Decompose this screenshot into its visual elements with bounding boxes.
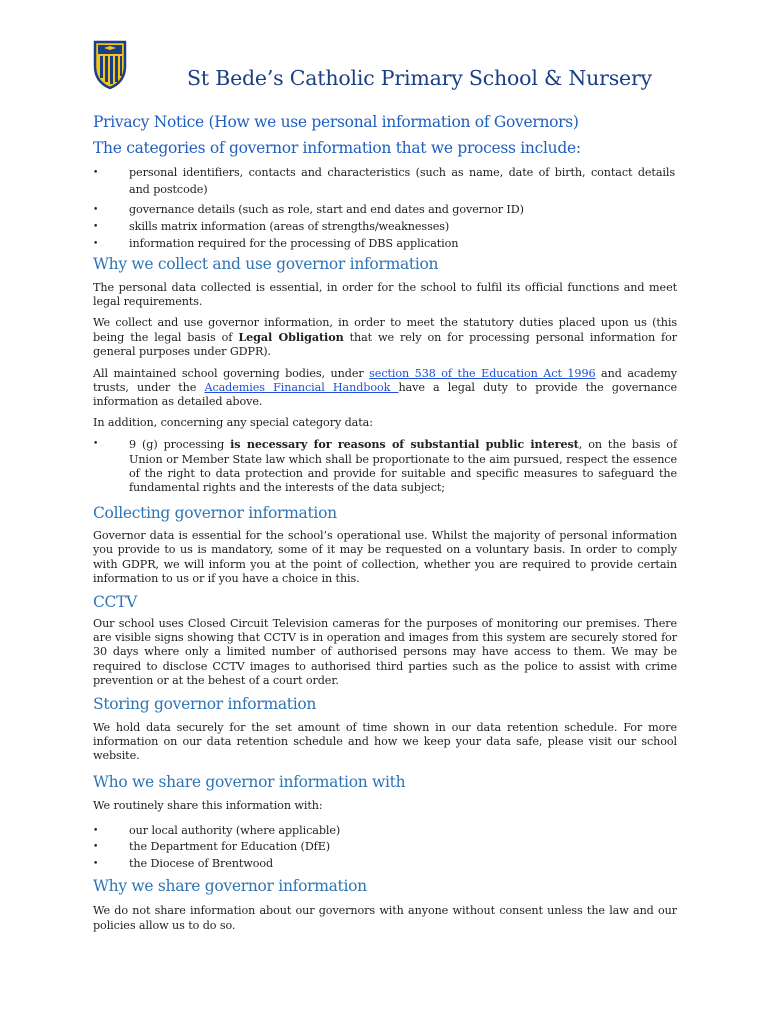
bullet-icon: •: [93, 842, 99, 853]
education-act-link[interactable]: section 538 of the Education Act 1996: [369, 366, 596, 380]
special-category-list: [93, 437, 677, 495]
why-collect-p3: All maintained school governing bodies, under section 538 of the Education Act 1996 and academy trusts, under the Academies Financial Handbook have a legal duty to provide the governance information as detailed above.: [93, 366, 677, 409]
storing-p1: We hold data securely for the set amount of time shown in our data retention schedule. For more information on our data retention schedule and how we keep your data safe, please visit our school website.: [93, 721, 677, 763]
bullet-icon: •: [93, 168, 99, 178]
share-with-heading: Who we share governor information with: [93, 772, 406, 791]
academies-handbook-link[interactable]: Academies Financial Handbook: [204, 380, 399, 394]
storing-heading: Storing governor information: [93, 695, 317, 714]
why-collect-p1: The personal data collected is essential, in order for the school to fulfil its official functions and meet legal requirements.: [93, 280, 677, 308]
share-with-list: [93, 823, 677, 873]
why-share-p1: We do not share information about our governors with anyone without consent unless the law and our policies allow us to do so.: [93, 904, 677, 932]
cctv-heading: CCTV: [93, 593, 138, 612]
list-item: • personal identifiers, contacts and characteristics (such as name, date of birth, contact details and postcode): [93, 166, 675, 196]
list-item: • 9 (g) processing is necessary for reasons of substantial public interest, on the basis of Union or Member State law which shall be proportionate to the aim pursued, respect the essence of the right to data protection and provide for suitable and specific measures to safeguard the fundamental rights and the interests of the data subject;: [93, 437, 677, 495]
categories-list: [93, 165, 677, 252]
list-item: • the Department for Education (DfE): [93, 839, 677, 856]
bullet-icon: •: [93, 825, 99, 836]
page-title: Privacy Notice (How we use personal information of Governors): [93, 113, 579, 131]
list-item: • skills matrix information (areas of strengths/weaknesses): [93, 220, 450, 234]
cctv-p1: Our school uses Closed Circuit Television cameras for the purposes of monitoring our premises. There are visible signs showing that CCTV is in operation and images from this system are securely stored for 30 days where only a limited number of authorised persons may have access to them. We may be required to disclose CCTV images to authorised third parties such as the police to assist with crime prevention or at the behest of a court order.: [93, 617, 677, 687]
why-share-heading: Why we share governor information: [93, 877, 367, 896]
why-collect-p4: In addition, concerning any special category data:: [93, 416, 373, 430]
list-item: • governance details (such as role, start and end dates and governor ID): [93, 203, 524, 216]
school-crest-icon: [93, 40, 127, 90]
collecting-p1: Governor data is essential for the school’s operational use. Whilst the majority of personal information you provide to us is mandatory, some of it may be requested on a voluntary basis. In order to comply with GDPR, we will inform you at the point of collection, whether you are required to provide certain information to us or if you have a choice in this.: [93, 529, 677, 585]
bullet-icon: •: [93, 222, 99, 233]
document-body: [93, 112, 677, 933]
collecting-heading: Collecting governor information: [93, 504, 337, 523]
list-item: • information required for the processing of DBS application: [93, 237, 459, 251]
why-collect-heading: Why we collect and use governor information: [93, 254, 439, 273]
categories-heading: The categories of governor information that we process include:: [93, 139, 581, 157]
school-name: St Bede’s Catholic Primary School & Nursery: [187, 66, 652, 90]
bullet-icon: •: [93, 239, 99, 250]
bullet-icon: •: [93, 439, 99, 450]
bullet-icon: •: [93, 205, 99, 215]
share-with-p1: We routinely share this information with:: [93, 798, 323, 812]
legal-obligation-text: Legal Obligation: [238, 330, 344, 345]
why-collect-p2: We collect and use governor information, in order to meet the statutory duties placed upon us (this being the legal basis of Legal Obligation that we rely on for processing personal information for general purposes under GDPR).: [93, 316, 677, 359]
list-item: • the Diocese of Brentwood: [93, 856, 677, 873]
list-item: • our local authority (where applicable): [93, 823, 677, 840]
bullet-icon: •: [93, 858, 99, 869]
